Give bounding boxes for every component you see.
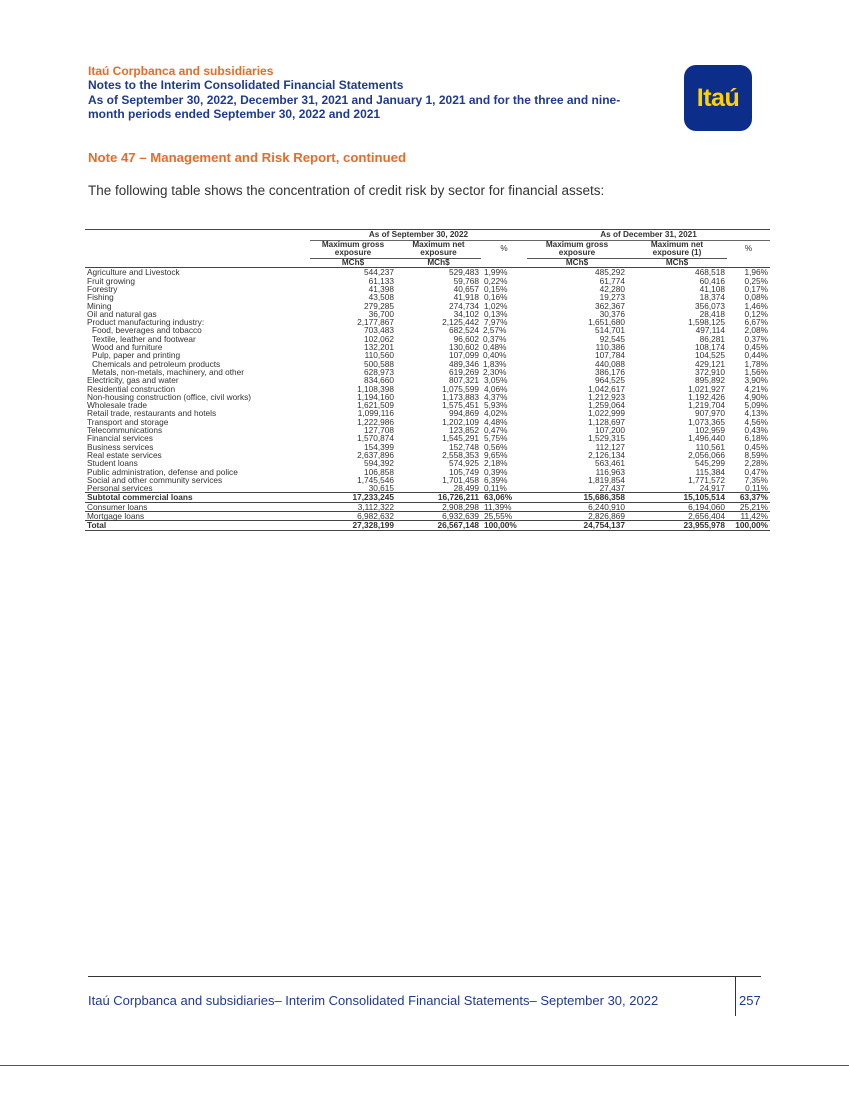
table-row: [85, 368, 770, 376]
cell-g1: 628,973: [364, 366, 394, 377]
cell-n2: 429,121: [695, 358, 725, 369]
table-row: [85, 285, 770, 293]
cell-p2: 1,96%: [744, 267, 769, 278]
cell-g1: 6,982,632: [310, 511, 396, 520]
cell-g1: 132,201: [364, 342, 394, 353]
cell-p2: 3,90%: [744, 375, 769, 386]
cell-g1: 500,588: [364, 358, 394, 369]
cell-p1: 7,97%: [484, 317, 508, 328]
cell-n2: 115,384: [695, 466, 725, 477]
col-gross-2022-line2: exposure: [310, 249, 396, 258]
note-title: Note 47 – Management and Risk Report, continued: [88, 150, 407, 165]
footer-vertical-divider: [735, 976, 736, 1016]
cell-p1: 100,00%: [481, 521, 527, 530]
cell-n2: 1,598,125: [688, 317, 725, 328]
page-header: [88, 64, 668, 122]
cell-label: Mining: [87, 300, 112, 311]
cell-g2: 27,437: [599, 483, 625, 494]
cell-n2: 102,959: [695, 425, 725, 436]
cell-p1: 0,48%: [483, 342, 507, 353]
cell-g1: 1,222,986: [357, 416, 394, 427]
cell-g2: 485,292: [595, 267, 625, 278]
cell-g2: 19,273: [599, 292, 625, 303]
cell-g1: 1,621,509: [357, 400, 394, 411]
cell-g1: 127,708: [364, 425, 394, 436]
cell-g2: 42,280: [599, 283, 625, 294]
period-line-1: As of September 30, 2022, December 31, 2021 and January 1, 2021 and for the three and nine-: [88, 92, 621, 107]
cell-label: Wood and furniture: [92, 342, 163, 353]
cell-p1: 25,55%: [481, 511, 527, 520]
col-net-2022: Maximum net: [412, 239, 465, 249]
cell-g1: 30,615: [368, 483, 394, 494]
cell-n2: 497,114: [695, 325, 725, 336]
cell-n2: 28,418: [699, 308, 725, 319]
cell-g2: 107,784: [595, 350, 625, 361]
cell-n2: 1,192,426: [688, 391, 725, 402]
cell-g2: 15,686,358: [527, 493, 627, 502]
unit-gross-2022: MCh$: [310, 258, 396, 268]
cell-n1: 574,925: [449, 458, 479, 469]
cell-p2: 0,37%: [744, 333, 769, 344]
cell-g2: 563,461: [595, 458, 625, 469]
cell-g2: 1,651,680: [588, 317, 625, 328]
cell-n2: 895,892: [695, 375, 725, 386]
cell-n1: 619,269: [449, 366, 479, 377]
cell-n1: 40,657: [453, 283, 479, 294]
table-row: [85, 434, 770, 442]
cell-g1: 106,858: [364, 466, 394, 477]
cell-g2: 1,128,697: [588, 416, 625, 427]
document-title: Notes to the Interim Consolidated Financial Statements: [88, 78, 404, 93]
cell-g1: 154,399: [364, 441, 394, 452]
cell-p2: 4,13%: [744, 408, 769, 419]
cell-n1: 107,099: [449, 350, 479, 361]
cell-g1: 1,099,116: [357, 408, 394, 419]
cell-g2: 964,525: [595, 375, 625, 386]
cell-g2: 24,754,137: [527, 521, 627, 530]
table-group-header: [85, 230, 770, 241]
cell-n1: 59,768: [453, 275, 479, 286]
cell-label: Fishing: [87, 292, 114, 303]
unit-gross-2021: MCh$: [527, 258, 627, 268]
cell-label: Total: [85, 521, 310, 530]
cell-n1: 807,321: [449, 375, 479, 386]
cell-g1: 834,660: [364, 375, 394, 386]
cell-g1: 1,745,546: [357, 474, 394, 485]
cell-g2: 6,240,910: [527, 502, 627, 511]
cell-label: Mortgage loans: [85, 511, 310, 520]
cell-p1: 11,39%: [481, 502, 527, 511]
cell-label: Wholesale trade: [87, 400, 147, 411]
cell-n2: 545,299: [695, 458, 725, 469]
cell-g1: 3,112,322: [310, 502, 396, 511]
table-row: [85, 335, 770, 343]
cell-label: Fruit growing: [87, 275, 135, 286]
table-row: [85, 268, 770, 277]
cell-n2: 356,073: [695, 300, 725, 311]
table-row: [85, 343, 770, 351]
cell-g2: 1,259,064: [588, 400, 625, 411]
cell-p2: 0,43%: [744, 425, 769, 436]
col-net-2021-line2: exposure (1): [627, 249, 727, 258]
col-pct-2021: %: [744, 244, 753, 254]
itau-logo: [684, 65, 752, 131]
cell-p1: 0,13%: [484, 308, 508, 319]
cell-p2: 0,45%: [744, 342, 769, 353]
page-number: 257: [739, 993, 761, 1008]
cell-label: Real estate services: [87, 449, 162, 460]
cell-n1: 152,748: [449, 441, 479, 452]
cell-n2: 2,656,404: [627, 511, 727, 520]
page-edge: [0, 1065, 849, 1066]
cell-n1: 16,726,211: [396, 493, 481, 502]
cell-g2: 514,701: [595, 325, 625, 336]
cell-g1: 1,570,874: [357, 433, 394, 444]
table-row: [85, 451, 770, 459]
unit-net-2022: MCh$: [396, 258, 481, 268]
credit-risk-table: [85, 229, 770, 531]
cell-n2: 468,518: [695, 267, 725, 278]
cell-p2: 6,67%: [744, 317, 769, 328]
cell-n1: 1,701,458: [442, 474, 479, 485]
cell-p1: 0,39%: [484, 466, 508, 477]
cell-label: Student loans: [87, 458, 138, 469]
cell-p2: 25,21%: [727, 502, 770, 511]
cell-g2: 2,826,869: [527, 511, 627, 520]
cell-n2: 24,917: [699, 483, 725, 494]
cell-n2: 23,955,978: [627, 521, 727, 530]
cell-g2: 116,963: [595, 466, 625, 477]
cell-n1: 41,918: [453, 292, 479, 303]
cell-p2: 2,08%: [744, 325, 769, 336]
cell-n2: 104,525: [695, 350, 725, 361]
cell-n2: 18,374: [699, 292, 725, 303]
cell-n1: 2,125,442: [442, 317, 479, 328]
cell-n2: 1,496,440: [688, 433, 725, 444]
cell-g1: 43,508: [368, 292, 394, 303]
col-net-2022-line2: exposure: [396, 249, 481, 258]
cell-g2: 1,042,617: [588, 383, 625, 394]
cell-n1: 529,483: [449, 267, 479, 278]
cell-n2: 108,174: [695, 342, 725, 353]
cell-p1: 0,16%: [484, 292, 508, 303]
cell-n2: 372,910: [695, 366, 725, 377]
cell-n1: 1,075,599: [442, 383, 479, 394]
cell-p1: 0,15%: [484, 283, 508, 294]
cell-p1: 4,06%: [484, 383, 508, 394]
cell-g2: 1,022,999: [588, 408, 625, 419]
cell-g1: 41,398: [368, 283, 394, 294]
cell-g2: 61,774: [599, 275, 625, 286]
cell-n1: 274,734: [449, 300, 479, 311]
table-row: [85, 443, 770, 451]
cell-p2: 8,59%: [744, 449, 769, 460]
group-dec-2021: As of December 31, 2021: [527, 230, 770, 241]
cell-label: Food, beverages and tobacco: [92, 325, 202, 336]
cell-p2: 4,21%: [744, 383, 769, 394]
cell-p2: 1,56%: [744, 366, 769, 377]
table-row: [85, 409, 770, 417]
cell-label: Forestry: [87, 283, 118, 294]
cell-label: Social and other community services: [87, 474, 223, 485]
cell-p2: 0,47%: [744, 466, 769, 477]
cell-n1: 105,749: [449, 466, 479, 477]
cell-p1: 5,93%: [484, 400, 508, 411]
period-line-2: month periods ended September 30, 2022 and 2021: [88, 107, 381, 122]
cell-p2: 0,12%: [744, 308, 769, 319]
logo-text: Itaú: [696, 83, 740, 112]
cell-label: Consumer loans: [85, 502, 310, 511]
cell-label: Oil and natural gas: [87, 308, 157, 319]
footer-divider: [88, 976, 761, 977]
cell-label: Personal services: [87, 483, 153, 494]
cell-g2: 2,126,134: [588, 449, 625, 460]
cell-label: Residential construction: [87, 383, 176, 394]
cell-n1: 2,908,298: [396, 502, 481, 511]
cell-p2: 63,37%: [727, 493, 770, 502]
cell-p2: 100,00%: [727, 521, 770, 530]
consumer-loans-row: [85, 502, 770, 511]
mortgage-loans-row: [85, 511, 770, 520]
cell-g1: 17,233,245: [310, 493, 396, 502]
subtotal-row: [85, 493, 770, 502]
cell-n1: 2,558,353: [442, 449, 479, 460]
cell-n2: 2,056,066: [688, 449, 725, 460]
cell-n2: 60,416: [699, 275, 725, 286]
cell-p2: 0,44%: [744, 350, 769, 361]
cell-g2: 362,367: [595, 300, 625, 311]
table-col-header-2: [85, 249, 770, 258]
table-body: [85, 268, 770, 530]
cell-label: Pulp, paper and printing: [92, 350, 181, 361]
cell-label: Transport and storage: [87, 416, 169, 427]
cell-n1: 96,602: [453, 333, 479, 344]
cell-p1: 1,99%: [484, 267, 508, 278]
table-row: [85, 418, 770, 426]
cell-g1: 594,392: [364, 458, 394, 469]
cell-n1: 1,173,883: [442, 391, 479, 402]
cell-p1: 1,83%: [483, 358, 507, 369]
cell-p1: 0,40%: [483, 350, 507, 361]
cell-p2: 7,35%: [744, 474, 769, 485]
table-row: [85, 302, 770, 310]
cell-g1: 2,637,896: [357, 449, 394, 460]
cell-g1: 27,328,199: [310, 521, 396, 530]
cell-n1: 28,499: [453, 483, 479, 494]
cell-g1: 1,108,398: [357, 383, 394, 394]
cell-p1: 1,02%: [484, 300, 508, 311]
cell-p2: 2,28%: [744, 458, 769, 469]
credit-risk-table-wrapper: [85, 229, 770, 531]
cell-n1: 6,932,639: [396, 511, 481, 520]
cell-n1: 489,346: [449, 358, 479, 369]
cell-p1: 9,65%: [484, 449, 508, 460]
col-gross-2021: Maximum gross: [545, 239, 609, 249]
cell-p1: 63,06%: [481, 493, 527, 502]
cell-p2: 4,56%: [744, 416, 769, 427]
cell-p2: 1,46%: [744, 300, 769, 311]
cell-p1: 4,37%: [484, 391, 508, 402]
cell-p1: 0,47%: [484, 425, 508, 436]
table-row: [85, 476, 770, 484]
cell-label: Electricity, gas and water: [87, 375, 179, 386]
table-row: [85, 426, 770, 434]
cell-label: Public administration, defense and police: [87, 466, 238, 477]
cell-g2: 386,176: [595, 366, 625, 377]
cell-g2: 440,088: [595, 358, 625, 369]
cell-n1: 123,852: [449, 425, 479, 436]
cell-p1: 2,57%: [483, 325, 507, 336]
cell-g1: 36,700: [368, 308, 394, 319]
cell-n1: 130,602: [449, 342, 479, 353]
cell-p1: 0,37%: [483, 333, 507, 344]
cell-g1: 703,483: [364, 325, 394, 336]
cell-n1: 34,102: [453, 308, 479, 319]
cell-p1: 5,75%: [484, 433, 508, 444]
cell-p1: 0,11%: [484, 483, 507, 494]
cell-p2: 0,08%: [744, 292, 769, 303]
cell-n1: 1,545,291: [442, 433, 479, 444]
cell-p2: 1,78%: [744, 358, 769, 369]
group-sep-2022: As of September 30, 2022: [310, 230, 527, 241]
cell-g1: 61,133: [368, 275, 394, 286]
cell-p1: 4,48%: [484, 416, 508, 427]
cell-n2: 110,561: [695, 441, 725, 452]
cell-p1: 2,18%: [484, 458, 508, 469]
cell-n2: 1,073,365: [688, 416, 725, 427]
cell-n1: 994,869: [449, 408, 479, 419]
cell-p1: 3,05%: [484, 375, 508, 386]
table-row: [85, 277, 770, 285]
cell-p2: 4,90%: [744, 391, 769, 402]
cell-label: Subtotal commercial loans: [85, 493, 310, 502]
intro-paragraph: The following table shows the concentration of credit risk by sector for financial assets:: [88, 183, 605, 198]
cell-p1: 6,39%: [484, 474, 508, 485]
cell-p1: 2,30%: [483, 366, 507, 377]
cell-label: Chemicals and petroleum products: [92, 358, 221, 369]
cell-p2: 5,09%: [744, 400, 769, 411]
cell-label: Telecommunications: [87, 425, 163, 436]
cell-g2: 110,386: [595, 342, 625, 353]
cell-p1: 4,02%: [484, 408, 508, 419]
cell-n2: 1,219,704: [688, 400, 725, 411]
cell-label: Financial services: [87, 433, 153, 444]
cell-n2: 1,021,927: [688, 383, 725, 394]
cell-g2: 30,376: [599, 308, 625, 319]
cell-label: Metals, non-metals, machinery, and other: [92, 366, 245, 377]
table-unit-row: [85, 258, 770, 268]
col-gross-2021-line2: exposure: [527, 249, 627, 258]
cell-g2: 107,200: [595, 425, 625, 436]
table-row: [85, 376, 770, 384]
cell-n2: 15,105,514: [627, 493, 727, 502]
col-gross-2022: Maximum gross: [321, 239, 385, 249]
cell-g1: 1,194,160: [357, 391, 394, 402]
total-row: [85, 521, 770, 530]
col-pct-2022: %: [500, 244, 508, 254]
cell-label: Textile, leather and footwear: [92, 333, 196, 344]
cell-n1: 682,524: [449, 325, 479, 336]
cell-g2: 92,545: [599, 333, 625, 344]
cell-g1: 2,177,867: [357, 317, 394, 328]
cell-label: Business services: [87, 441, 154, 452]
cell-g2: 1,819,854: [588, 474, 625, 485]
cell-label: Agriculture and Livestock: [87, 267, 180, 278]
table-row: [85, 393, 770, 401]
cell-p1: 0,56%: [484, 441, 508, 452]
cell-p2: 6,18%: [744, 433, 769, 444]
company-name: Itaú Corpbanca and subsidiaries: [88, 64, 274, 78]
cell-p2: 0,25%: [744, 275, 769, 286]
table-row: [85, 293, 770, 301]
cell-p2: 11,42%: [727, 511, 770, 520]
cell-p2: 0,17%: [744, 283, 769, 294]
cell-p2: 0,11%: [745, 483, 769, 494]
cell-g2: 112,127: [595, 441, 625, 452]
cell-n2: 41,108: [699, 283, 725, 294]
cell-n1: 1,202,109: [442, 416, 479, 427]
cell-g2: 1,212,923: [588, 391, 625, 402]
cell-n2: 1,771,572: [688, 474, 725, 485]
cell-n2: 6,194,060: [627, 502, 727, 511]
cell-label: Non-housing construction (office, civil works): [87, 391, 252, 402]
cell-label: Product manufacturing industry:: [87, 317, 205, 328]
cell-p2: 0,45%: [744, 441, 769, 452]
cell-n1: 26,567,148: [396, 521, 481, 530]
cell-g1: 279,285: [364, 300, 394, 311]
cell-n1: 1,575,451: [442, 400, 479, 411]
cell-p1: 0,22%: [484, 275, 508, 286]
cell-n2: 907,970: [695, 408, 725, 419]
cell-label: Retail trade, restaurants and hotels: [87, 408, 217, 419]
col-net-2021: Maximum net: [650, 239, 704, 249]
cell-g1: 544,237: [364, 267, 394, 278]
footer-text: Itaú Corpbanca and subsidiaries– Interim Consolidated Financial Statements– September 30, 2022: [88, 993, 659, 1008]
cell-g2: 1,529,315: [588, 433, 625, 444]
cell-n2: 86,281: [699, 333, 725, 344]
unit-net-2021: MCh$: [627, 258, 727, 268]
cell-g1: 110,560: [364, 350, 394, 361]
cell-g1: 102,062: [364, 333, 394, 344]
